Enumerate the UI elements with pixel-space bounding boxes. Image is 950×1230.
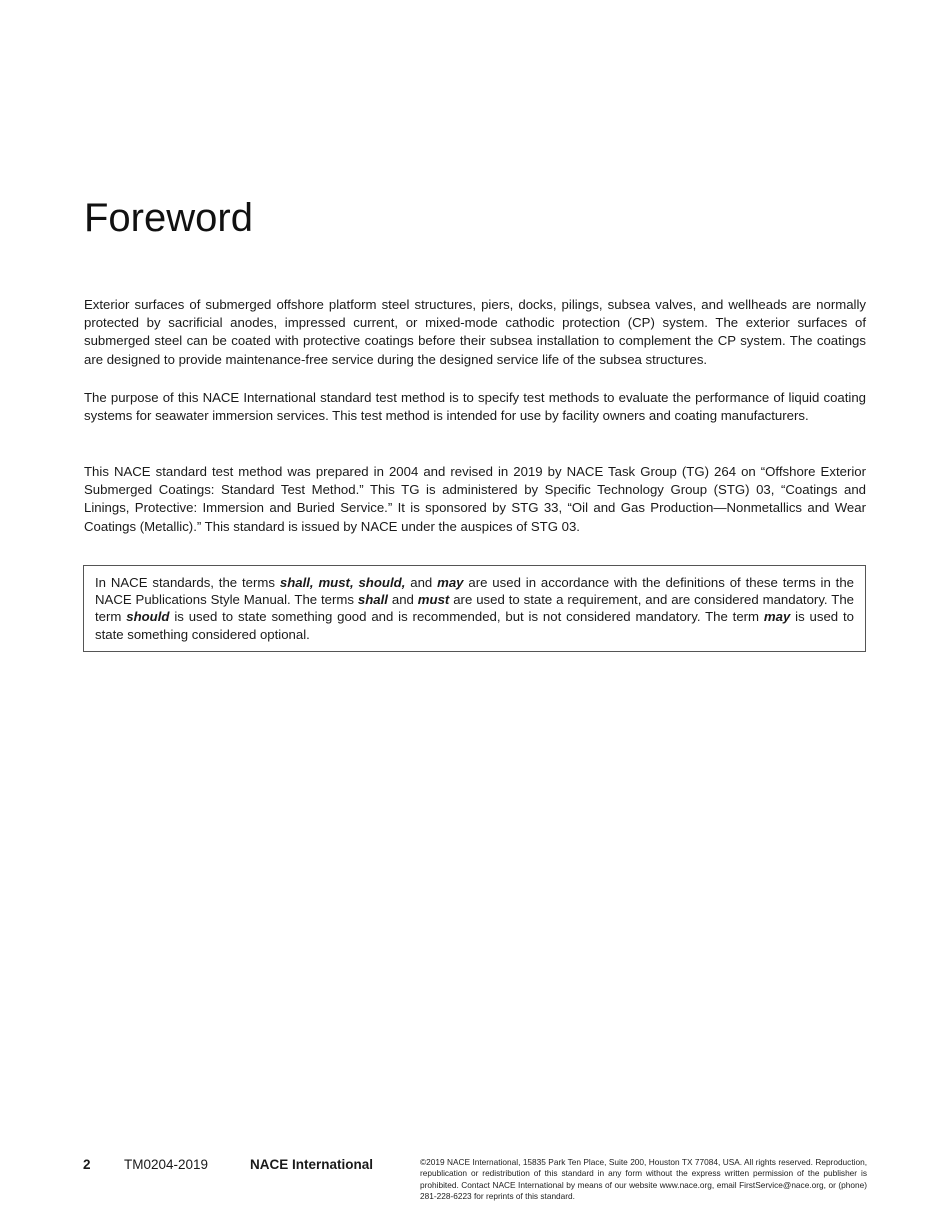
notice-text: In NACE standards, the terms bbox=[95, 575, 280, 590]
notice-text: and bbox=[405, 575, 438, 590]
notice-text: and bbox=[387, 592, 418, 608]
notice-term: may bbox=[763, 609, 791, 625]
footer-copyright: ©2019 NACE International, 15835 Park Ten Place, Suite 200, Houston TX 77084, USA. All rights reserved. Reproduction, republication or redistribution of this standard in any form without the express written permission of the publisher is prohibited. Contact NACE International by means of our website www.nace.org, email FirstService@nace.org, or (phone) 281-228-6223 for reprints of this standard. bbox=[420, 1157, 867, 1202]
footer-document-id: TM0204-2019 bbox=[124, 1157, 209, 1172]
notice-term: should bbox=[126, 609, 170, 625]
notice-text: are used in accordance with the definitions of these terms in the NACE Publications Style Manual. The terms bbox=[95, 575, 854, 608]
foreword-paragraph-intro: Exterior surfaces of submerged offshore platform steel structures, piers, docks, pilings, subsea valves, and wellheads are normally protected by sacrificial anodes, impressed current, or mixed-mode cathodic protection (CP) system. The exterior surfaces of submerged steel can be coated with protective coatings before their subsea installation to complement the CP system. The coatings are designed to provide maintenance-free service during the designed service life of the subsea structures. bbox=[84, 297, 866, 367]
notice-term: shall, must, should, bbox=[279, 575, 406, 590]
notice-term: may bbox=[437, 575, 464, 590]
notice-text: are used to state a requirement, and are considered mandatory. The term bbox=[95, 592, 854, 625]
terminology-notice-box bbox=[83, 565, 866, 652]
notice-term: shall bbox=[357, 592, 388, 608]
foreword-paragraph-history: This NACE standard test method was prepared in 2004 and revised in 2019 by NACE Task Group (TG) 264 on “Offshore Exterior Submerged Coatings: Standard Test Method.” This TG is administered by Specific Technology Group (STG) 03, “Coatings and Linings, Protective: Immersion and Buried Service.” It is sponsored by STG 33, “Oil and Gas Production—Nonmetallics and Wear Coatings (Metallic).” This standard is issued by NACE under the auspices of STG 03. bbox=[84, 464, 866, 534]
notice-text: is used to state something considered optional. bbox=[95, 609, 854, 642]
foreword-paragraph-purpose: The purpose of this NACE International standard test method is to specify test methods to evaluate the performance of liquid coating systems for seawater immersion services. This test method is intended for use by facility owners and coating manufacturers. bbox=[84, 390, 866, 424]
notice-term: must bbox=[417, 592, 450, 608]
notice-text: is used to state something good and is recommended, but is not considered mandatory. The term bbox=[169, 609, 764, 625]
footer-organization: NACE International bbox=[250, 1157, 374, 1172]
page-title: Foreword bbox=[84, 196, 253, 240]
footer-page-number: 2 bbox=[83, 1157, 91, 1172]
